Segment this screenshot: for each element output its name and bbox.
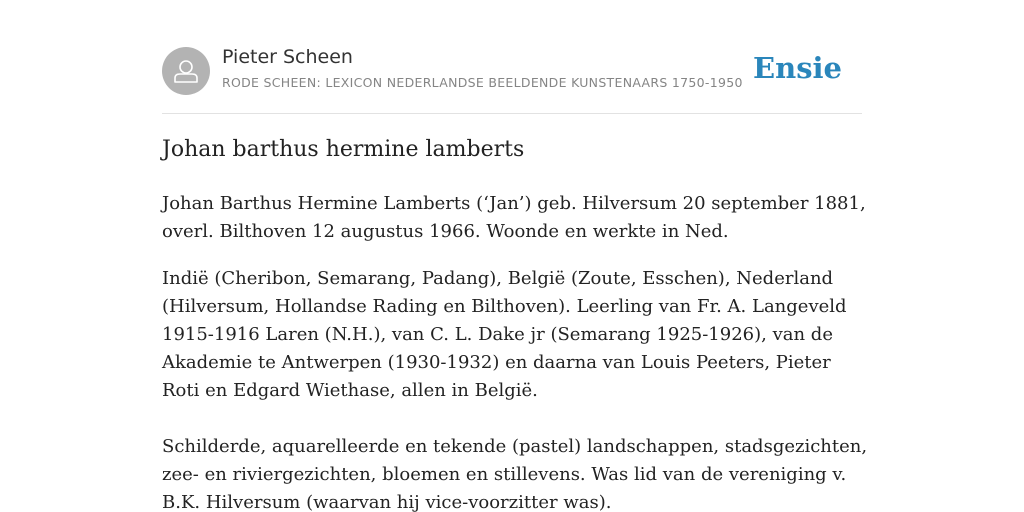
header-divider [162, 113, 862, 114]
avatar[interactable] [162, 47, 210, 95]
header [162, 46, 862, 96]
author-name[interactable]: Pieter Scheen [222, 46, 353, 68]
article-title: Johan barthus hermine lamberts [162, 137, 525, 162]
user-placeholder-icon [162, 47, 210, 95]
article-paragraph: Johan Barthus Hermine Lamberts (‘Jan’) geb. Hilversum 20 september 1881, overl. Bilthoven 12 augustus 1966. Woonde en werkte in Ned. [162, 193, 866, 242]
article-paragraph: Schilderde, aquarelleerde en tekende (pastel) landschappen, stadsgezichten, zee- en riviergezichten, bloemen en stillevens. Was lid van de vereniging v. B.K. Hilversum (waarvan hij vice-voorzitter was). [162, 436, 868, 512]
source-title[interactable]: RODE SCHEEN: LEXICON NEDERLANDSE BEELDENDE KUNSTENAARS 1750-1950 [222, 75, 743, 90]
article-paragraph: Indië (Cheribon, Semarang, Padang), België (Zoute, Esschen), Nederland (Hilversum, Hollandse Rading en Bilthoven). Leerling van Fr. A. Langeveld 1915-1916 Laren (N.H.), van C. L. Dake jr (Semarang 1925-1926), van de Akademie te Antwerpen (1930-1932) en daarna van Louis Peeters, Pieter Roti en Edgard Wiethase, allen in België. [162, 268, 847, 401]
brand-logo[interactable]: Ensie [753, 51, 842, 85]
